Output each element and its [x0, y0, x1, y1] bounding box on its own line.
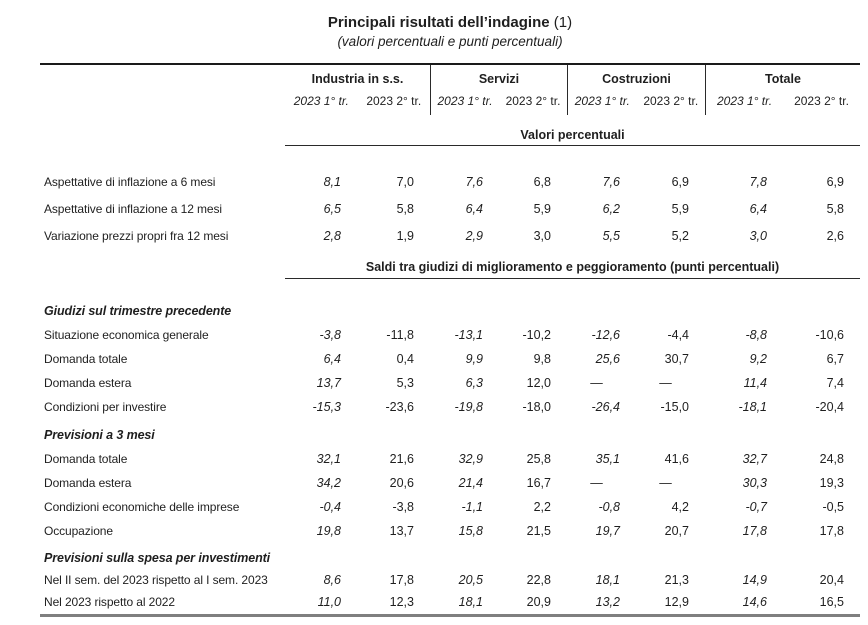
- results-table: [40, 63, 860, 617]
- data-cell: -8,8: [745, 328, 767, 342]
- table-row: [40, 323, 860, 347]
- data-cell: 8,1: [323, 174, 341, 189]
- data-cell: 2,8: [323, 228, 341, 243]
- data-cell: 30,3: [742, 476, 767, 490]
- data-cell: 13,7: [389, 524, 414, 538]
- data-cell: 9,8: [533, 352, 551, 366]
- data-cell: -3,8: [392, 500, 414, 514]
- column-group-header: Costruzioni: [602, 72, 671, 86]
- bottom-rule: [40, 614, 860, 617]
- data-cell: 5,9: [671, 201, 689, 216]
- subsection-heading-row: [40, 299, 860, 323]
- data-cell: 6,5: [323, 201, 341, 216]
- table-section: [40, 299, 860, 613]
- data-cell: 14,6: [742, 595, 767, 609]
- column-period-header: 2023 1° tr.: [293, 94, 349, 108]
- data-cell: -15,0: [660, 400, 689, 414]
- page-subtitle: (valori percentuali e punti percentuali): [337, 34, 563, 49]
- data-cell: 20,9: [526, 595, 551, 609]
- data-cell: 6,3: [465, 376, 483, 390]
- section-band-header: Valori percentuali: [285, 127, 860, 146]
- data-cell: -20,4: [815, 400, 844, 414]
- period-header-row: [285, 92, 430, 115]
- column-group-4: [705, 65, 860, 115]
- data-cell: 25,8: [526, 452, 551, 466]
- column-period-header: 2023 1° tr.: [716, 94, 773, 108]
- data-cell: 13,2: [595, 595, 620, 609]
- data-cell: -1,1: [461, 500, 483, 514]
- data-cell: 5,3: [396, 376, 414, 390]
- row-label: Situazione economica generale: [44, 328, 209, 342]
- subsection-heading-row: [40, 547, 860, 569]
- column-group-3: [567, 65, 705, 115]
- data-cell: -10,2: [522, 328, 551, 342]
- data-cell: 22,8: [526, 573, 551, 587]
- data-cell: 16,7: [526, 476, 551, 490]
- data-cell: -3,8: [319, 328, 341, 342]
- data-cell: 5,5: [602, 228, 620, 243]
- data-cell: 7,4: [826, 376, 844, 390]
- data-cell: -0,4: [319, 500, 341, 514]
- table-row: [40, 168, 860, 195]
- row-label: Domanda totale: [44, 352, 128, 366]
- data-cell: 20,5: [458, 573, 483, 587]
- data-cell: 17,8: [742, 524, 767, 538]
- data-cell: 21,4: [458, 476, 483, 490]
- data-cell: 32,1: [316, 452, 341, 466]
- header-spacer-cell: [40, 65, 285, 115]
- data-cell: 2,6: [826, 228, 844, 243]
- page-title-footnote-ref: (1): [549, 14, 573, 31]
- data-cell: 5,9: [533, 201, 551, 216]
- column-period-header: 2023 1° tr.: [437, 94, 493, 108]
- column-period-header: 2023 2° tr.: [505, 94, 561, 108]
- data-cell: 6,7: [826, 352, 844, 366]
- data-cell: 18,1: [458, 595, 483, 609]
- table-row: [40, 222, 860, 249]
- data-cell: 5,8: [826, 201, 844, 216]
- table-row: [40, 447, 860, 471]
- data-cell: 13,7: [316, 376, 341, 390]
- data-cell: 34,2: [316, 476, 341, 490]
- row-label: Variazione prezzi propri fra 12 mesi: [44, 228, 229, 243]
- data-cell: 6,4: [323, 352, 341, 366]
- data-cell: 2,2: [533, 500, 551, 514]
- data-cell: 20,4: [819, 573, 844, 587]
- column-period-header: 2023 1° tr.: [574, 94, 630, 108]
- document: [40, 0, 860, 617]
- data-cell: 6,8: [533, 174, 551, 189]
- data-cell: -0,5: [822, 500, 844, 514]
- data-cell: 35,1: [595, 452, 620, 466]
- table-row: [40, 471, 860, 495]
- data-cell: -23,6: [385, 400, 414, 414]
- data-cell: 3,0: [749, 228, 767, 243]
- data-cell: -0,7: [745, 500, 767, 514]
- column-period-header: 2023 2° tr.: [643, 94, 699, 108]
- subsection-heading-row: [40, 423, 860, 447]
- data-cell: 14,9: [742, 573, 767, 587]
- table-row: [40, 347, 860, 371]
- subsection-heading: Giudizi sul trimestre precedente: [44, 304, 232, 318]
- data-cell: 15,8: [458, 524, 483, 538]
- data-cell: —: [590, 376, 603, 390]
- data-cell: 1,9: [396, 228, 414, 243]
- data-cell: 6,9: [671, 174, 689, 189]
- table-row: [40, 591, 860, 613]
- data-cell: 17,8: [819, 524, 844, 538]
- period-header-row: [568, 92, 705, 115]
- subsection-heading: Previsioni a 3 mesi: [44, 428, 155, 442]
- column-period-header: 2023 2° tr.: [794, 94, 849, 108]
- data-cell: 3,0: [533, 228, 551, 243]
- page-title: [40, 0, 860, 32]
- data-cell: 12,9: [664, 595, 689, 609]
- data-cell: 12,0: [526, 376, 551, 390]
- data-cell: 6,9: [826, 174, 844, 189]
- row-label: Aspettative di inflazione a 6 mesi: [44, 174, 216, 189]
- data-cell: 7,8: [749, 174, 767, 189]
- table-header: [40, 63, 860, 115]
- data-cell: 2,9: [465, 228, 483, 243]
- data-cell: 11,0: [317, 595, 341, 609]
- data-cell: 18,1: [595, 573, 620, 587]
- data-cell: 41,6: [664, 452, 689, 466]
- data-cell: 7,6: [465, 174, 483, 189]
- subsection-heading: Previsioni sulla spesa per investimenti: [44, 551, 271, 565]
- data-cell: 5,2: [671, 228, 689, 243]
- table-row: [40, 395, 860, 419]
- period-header-row: [431, 92, 567, 115]
- data-cell: -18,0: [522, 400, 551, 414]
- section-band-header: Saldi tra giudizi di miglioramento e peggioramento (punti percentuali): [285, 257, 860, 279]
- row-label: Domanda estera: [44, 376, 132, 390]
- column-group-1: [285, 65, 430, 115]
- data-cell: 12,3: [389, 595, 414, 609]
- period-header-row: [706, 92, 860, 115]
- data-cell: 25,6: [595, 352, 620, 366]
- table-row: [40, 569, 860, 591]
- table-row: [40, 371, 860, 395]
- row-label: Nel II sem. del 2023 rispetto al I sem. 2023: [44, 573, 268, 587]
- data-cell: 6,4: [749, 201, 767, 216]
- column-group-header: Industria in s.s.: [311, 72, 404, 86]
- table-section: [40, 168, 860, 249]
- row-label: Domanda estera: [44, 476, 132, 490]
- data-cell: -12,6: [591, 328, 620, 342]
- table-row: [40, 195, 860, 222]
- data-cell: 32,9: [458, 452, 483, 466]
- row-label: Condizioni economiche delle imprese: [44, 500, 240, 514]
- row-label: Domanda totale: [44, 452, 128, 466]
- data-cell: -10,6: [815, 328, 844, 342]
- data-cell: 16,5: [819, 595, 844, 609]
- table-subsection: [40, 168, 860, 249]
- data-cell: 32,7: [742, 452, 767, 466]
- data-cell: 21,6: [389, 452, 414, 466]
- data-cell: 30,7: [664, 352, 689, 366]
- data-cell: —: [659, 476, 672, 490]
- row-label: Nel 2023 rispetto al 2022: [44, 595, 175, 609]
- table-subsection: [40, 547, 860, 613]
- data-cell: 20,6: [389, 476, 414, 490]
- data-cell: 7,0: [396, 174, 414, 189]
- data-cell: -26,4: [591, 400, 620, 414]
- data-cell: 21,3: [664, 573, 689, 587]
- data-cell: 24,8: [819, 452, 844, 466]
- data-cell: 21,5: [526, 524, 551, 538]
- data-cell: -4,4: [667, 328, 689, 342]
- data-cell: 20,7: [664, 524, 689, 538]
- data-cell: -0,8: [598, 500, 620, 514]
- data-cell: 9,9: [465, 352, 483, 366]
- data-cell: —: [590, 476, 603, 490]
- data-cell: 7,6: [602, 174, 620, 189]
- data-cell: 19,7: [595, 524, 620, 538]
- table-subsection: [40, 299, 860, 419]
- column-period-header: 2023 2° tr.: [366, 94, 422, 108]
- column-group-header: Servizi: [478, 72, 520, 86]
- data-cell: -15,3: [312, 400, 341, 414]
- page-title-text: Principali risultati dell’indagine: [327, 14, 550, 31]
- data-cell: 0,4: [396, 352, 414, 366]
- row-label: Occupazione: [44, 524, 113, 538]
- data-cell: 4,2: [671, 500, 689, 514]
- row-label: Aspettative di inflazione a 12 mesi: [44, 201, 222, 216]
- data-cell: 5,8: [396, 201, 414, 216]
- data-cell: -19,8: [454, 400, 483, 414]
- data-cell: 6,4: [465, 201, 483, 216]
- table-row: [40, 519, 860, 543]
- data-cell: 19,8: [316, 524, 341, 538]
- data-cell: 11,4: [743, 376, 767, 390]
- data-cell: 6,2: [602, 201, 620, 216]
- data-cell: 19,3: [819, 476, 844, 490]
- table-subsection: [40, 423, 860, 543]
- column-group-2: [430, 65, 567, 115]
- data-cell: 8,6: [323, 573, 341, 587]
- data-cell: 9,2: [749, 352, 767, 366]
- column-group-header: Totale: [765, 72, 801, 86]
- data-cell: -11,8: [386, 328, 414, 342]
- row-label: Condizioni per investire: [44, 400, 167, 414]
- data-cell: 17,8: [389, 573, 414, 587]
- table-row: [40, 495, 860, 519]
- data-cell: -18,1: [738, 400, 767, 414]
- data-cell: -13,1: [454, 328, 483, 342]
- data-cell: —: [659, 376, 672, 390]
